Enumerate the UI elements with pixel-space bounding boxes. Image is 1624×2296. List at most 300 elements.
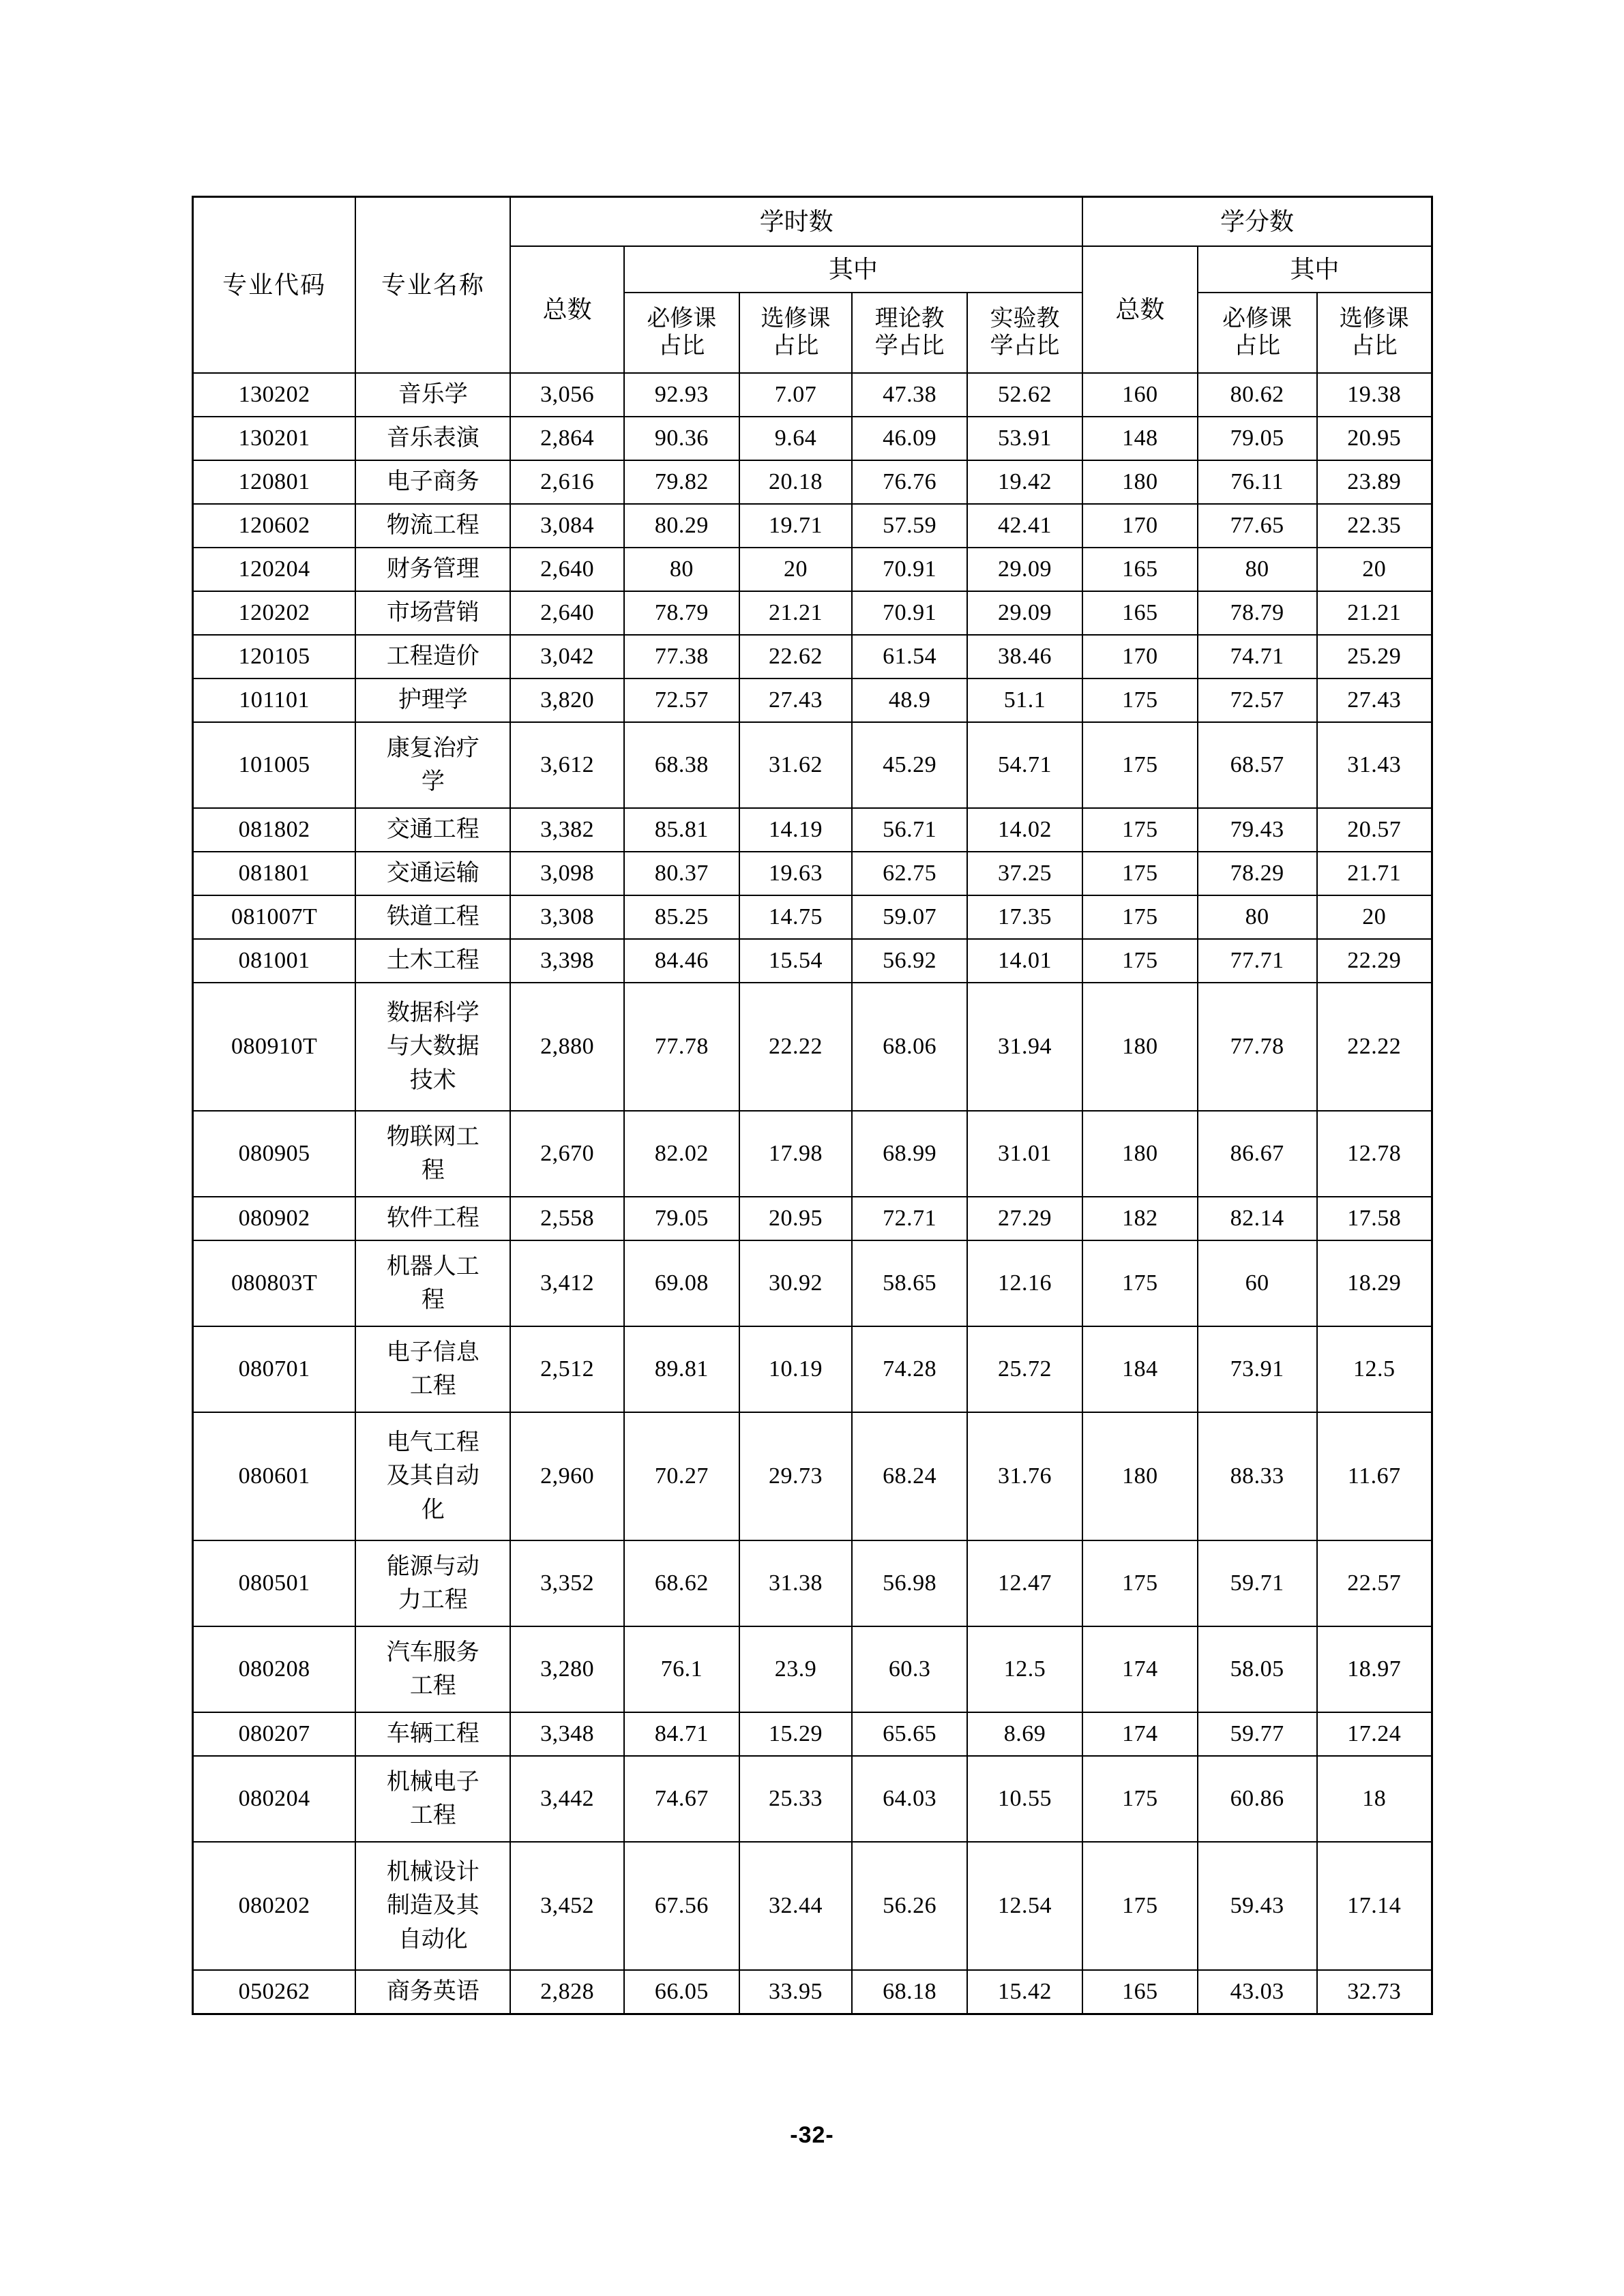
cell-hours-experiment-ratio: 52.62 <box>967 373 1082 417</box>
cell-hours-optional-ratio: 7.07 <box>739 373 852 417</box>
cell-hours-optional-ratio: 17.98 <box>739 1111 852 1197</box>
cell-major-code: 120105 <box>193 635 356 679</box>
cell-hours-total: 2,640 <box>510 548 624 591</box>
cell-credits-required-ratio: 72.57 <box>1198 679 1317 722</box>
table-row <box>193 1842 1432 1970</box>
cell-credits-required-ratio: 59.71 <box>1198 1540 1317 1626</box>
header-row-groups <box>193 197 1432 247</box>
cell-credits-total: 182 <box>1082 1197 1198 1240</box>
cell-major-code: 080701 <box>193 1326 356 1412</box>
cell-major-name: 能源与动 力工程 <box>355 1540 510 1626</box>
cell-major-name: 市场营销 <box>355 591 510 635</box>
cell-credits-required-ratio: 58.05 <box>1198 1626 1317 1712</box>
cell-credits-optional-ratio: 12.78 <box>1317 1111 1432 1197</box>
cell-credits-total: 180 <box>1082 460 1198 504</box>
cell-hours-required-ratio: 66.05 <box>624 1970 739 2014</box>
cell-hours-required-ratio: 85.25 <box>624 895 739 939</box>
cell-major-code: 081802 <box>193 808 356 852</box>
cell-hours-optional-ratio: 29.73 <box>739 1412 852 1540</box>
header-hours-optional-ratio <box>739 293 852 373</box>
cell-hours-required-ratio: 79.82 <box>624 460 739 504</box>
cell-hours-optional-ratio: 20.18 <box>739 460 852 504</box>
cell-hours-required-ratio: 78.79 <box>624 591 739 635</box>
cell-hours-total: 3,612 <box>510 722 624 808</box>
cell-hours-theory-ratio: 70.91 <box>852 591 967 635</box>
cell-credits-optional-ratio: 18 <box>1317 1756 1432 1842</box>
cell-credits-optional-ratio: 21.71 <box>1317 852 1432 895</box>
cell-hours-optional-ratio: 23.9 <box>739 1626 852 1712</box>
cell-credits-total: 148 <box>1082 417 1198 460</box>
cell-hours-total: 3,398 <box>510 939 624 983</box>
cell-hours-optional-ratio: 19.63 <box>739 852 852 895</box>
cell-major-name: 物流工程 <box>355 504 510 548</box>
cell-credits-required-ratio: 88.33 <box>1198 1412 1317 1540</box>
cell-hours-experiment-ratio: 29.09 <box>967 548 1082 591</box>
cell-hours-theory-ratio: 60.3 <box>852 1626 967 1712</box>
cell-hours-theory-ratio: 46.09 <box>852 417 967 460</box>
header-major-code: 专业代码 <box>193 197 356 374</box>
cell-hours-total: 2,616 <box>510 460 624 504</box>
cell-hours-required-ratio: 68.38 <box>624 722 739 808</box>
cell-credits-required-ratio: 78.79 <box>1198 591 1317 635</box>
cell-credits-optional-ratio: 25.29 <box>1317 635 1432 679</box>
cell-credits-optional-ratio: 22.22 <box>1317 983 1432 1111</box>
cell-major-name: 铁道工程 <box>355 895 510 939</box>
cell-hours-experiment-ratio: 37.25 <box>967 852 1082 895</box>
cell-credits-total: 160 <box>1082 373 1198 417</box>
cell-credits-total: 174 <box>1082 1712 1198 1756</box>
cell-major-name: 软件工程 <box>355 1197 510 1240</box>
cell-hours-total: 2,640 <box>510 591 624 635</box>
cell-major-name: 数据科学 与大数据 技术 <box>355 983 510 1111</box>
cell-hours-total: 2,670 <box>510 1111 624 1197</box>
cell-hours-optional-ratio: 30.92 <box>739 1240 852 1326</box>
cell-credits-total: 180 <box>1082 1412 1198 1540</box>
table-row <box>193 635 1432 679</box>
cell-credits-optional-ratio: 19.38 <box>1317 373 1432 417</box>
table-row <box>193 939 1432 983</box>
header-hours-required-line1: 必修课 <box>647 305 717 331</box>
table-row <box>193 679 1432 722</box>
cell-hours-optional-ratio: 20 <box>739 548 852 591</box>
cell-major-code: 101101 <box>193 679 356 722</box>
cell-hours-required-ratio: 67.56 <box>624 1842 739 1970</box>
cell-hours-total: 3,056 <box>510 373 624 417</box>
cell-hours-total: 3,452 <box>510 1842 624 1970</box>
cell-credits-total: 174 <box>1082 1626 1198 1712</box>
cell-credits-optional-ratio: 20 <box>1317 895 1432 939</box>
cell-hours-theory-ratio: 68.06 <box>852 983 967 1111</box>
header-hours-theory-line2: 学占比 <box>874 333 945 359</box>
cell-hours-required-ratio: 80 <box>624 548 739 591</box>
cell-major-name: 电子信息 工程 <box>355 1326 510 1412</box>
cell-hours-required-ratio: 80.29 <box>624 504 739 548</box>
cell-hours-total: 3,352 <box>510 1540 624 1626</box>
major-hours-credits-table <box>192 196 1433 2015</box>
cell-hours-theory-ratio: 64.03 <box>852 1756 967 1842</box>
cell-major-name: 财务管理 <box>355 548 510 591</box>
cell-major-code: 130202 <box>193 373 356 417</box>
cell-hours-optional-ratio: 25.33 <box>739 1756 852 1842</box>
cell-hours-required-ratio: 70.27 <box>624 1412 739 1540</box>
cell-hours-required-ratio: 90.36 <box>624 417 739 460</box>
cell-hours-optional-ratio: 10.19 <box>739 1326 852 1412</box>
cell-credits-optional-ratio: 20 <box>1317 548 1432 591</box>
cell-hours-experiment-ratio: 8.69 <box>967 1712 1082 1756</box>
table-row <box>193 1712 1432 1756</box>
cell-hours-theory-ratio: 59.07 <box>852 895 967 939</box>
cell-credits-required-ratio: 77.65 <box>1198 504 1317 548</box>
cell-hours-theory-ratio: 68.99 <box>852 1111 967 1197</box>
header-major-name: 专业名称 <box>355 197 510 374</box>
table-header <box>193 197 1432 374</box>
cell-hours-theory-ratio: 68.18 <box>852 1970 967 2014</box>
cell-major-code: 130201 <box>193 417 356 460</box>
cell-credits-optional-ratio: 32.73 <box>1317 1970 1432 2014</box>
cell-hours-theory-ratio: 56.92 <box>852 939 967 983</box>
cell-hours-experiment-ratio: 42.41 <box>967 504 1082 548</box>
cell-credits-required-ratio: 79.05 <box>1198 417 1317 460</box>
cell-hours-theory-ratio: 56.98 <box>852 1540 967 1626</box>
cell-hours-experiment-ratio: 31.76 <box>967 1412 1082 1540</box>
cell-major-code: 080204 <box>193 1756 356 1842</box>
cell-hours-total: 3,412 <box>510 1240 624 1326</box>
cell-credits-total: 165 <box>1082 1970 1198 2014</box>
cell-hours-total: 3,442 <box>510 1756 624 1842</box>
cell-hours-required-ratio: 85.81 <box>624 808 739 852</box>
table-row <box>193 852 1432 895</box>
cell-hours-total: 2,558 <box>510 1197 624 1240</box>
cell-major-code: 080208 <box>193 1626 356 1712</box>
cell-credits-required-ratio: 79.43 <box>1198 808 1317 852</box>
table-row <box>193 373 1432 417</box>
cell-major-name: 商务英语 <box>355 1970 510 2014</box>
cell-credits-optional-ratio: 17.58 <box>1317 1197 1432 1240</box>
cell-hours-experiment-ratio: 51.1 <box>967 679 1082 722</box>
cell-hours-theory-ratio: 61.54 <box>852 635 967 679</box>
cell-major-code: 120202 <box>193 591 356 635</box>
header-hours-experiment-ratio <box>967 293 1082 373</box>
cell-hours-total: 3,280 <box>510 1626 624 1712</box>
cell-major-code: 080202 <box>193 1842 356 1970</box>
cell-credits-required-ratio: 77.78 <box>1198 983 1317 1111</box>
cell-credits-required-ratio: 77.71 <box>1198 939 1317 983</box>
header-group-credits: 学分数 <box>1082 197 1432 247</box>
cell-major-name: 音乐表演 <box>355 417 510 460</box>
cell-major-name: 机械设计 制造及其 自动化 <box>355 1842 510 1970</box>
cell-hours-theory-ratio: 74.28 <box>852 1326 967 1412</box>
cell-hours-required-ratio: 77.78 <box>624 983 739 1111</box>
cell-hours-experiment-ratio: 53.91 <box>967 417 1082 460</box>
table-row <box>193 460 1432 504</box>
cell-hours-required-ratio: 82.02 <box>624 1111 739 1197</box>
table-row <box>193 1970 1432 2014</box>
cell-credits-required-ratio: 82.14 <box>1198 1197 1317 1240</box>
cell-hours-total: 3,308 <box>510 895 624 939</box>
cell-credits-total: 175 <box>1082 1842 1198 1970</box>
cell-hours-experiment-ratio: 54.71 <box>967 722 1082 808</box>
cell-hours-optional-ratio: 20.95 <box>739 1197 852 1240</box>
table-row <box>193 548 1432 591</box>
cell-credits-required-ratio: 80 <box>1198 548 1317 591</box>
cell-hours-required-ratio: 79.05 <box>624 1197 739 1240</box>
header-hours-total: 总数 <box>510 246 624 373</box>
cell-credits-required-ratio: 86.67 <box>1198 1111 1317 1197</box>
cell-hours-total: 2,828 <box>510 1970 624 2014</box>
cell-major-code: 080501 <box>193 1540 356 1626</box>
cell-hours-optional-ratio: 22.62 <box>739 635 852 679</box>
statistics-table-container <box>192 196 1433 2015</box>
cell-credits-total: 175 <box>1082 808 1198 852</box>
header-credits-required-line1: 必修课 <box>1222 305 1293 331</box>
table-row <box>193 1756 1432 1842</box>
header-credits-optional-ratio <box>1317 293 1432 373</box>
cell-major-code: 120204 <box>193 548 356 591</box>
cell-credits-total: 175 <box>1082 679 1198 722</box>
cell-hours-total: 2,864 <box>510 417 624 460</box>
cell-hours-theory-ratio: 72.71 <box>852 1197 967 1240</box>
cell-major-name: 电气工程 及其自动 化 <box>355 1412 510 1540</box>
cell-credits-optional-ratio: 21.21 <box>1317 591 1432 635</box>
cell-hours-optional-ratio: 31.62 <box>739 722 852 808</box>
header-hours-theory-line1: 理论教 <box>874 305 945 331</box>
cell-major-code: 120602 <box>193 504 356 548</box>
cell-hours-total: 2,880 <box>510 983 624 1111</box>
cell-major-code: 081001 <box>193 939 356 983</box>
cell-hours-experiment-ratio: 27.29 <box>967 1197 1082 1240</box>
cell-hours-experiment-ratio: 12.5 <box>967 1626 1082 1712</box>
cell-major-name: 康复治疗 学 <box>355 722 510 808</box>
cell-credits-optional-ratio: 20.95 <box>1317 417 1432 460</box>
cell-hours-total: 2,960 <box>510 1412 624 1540</box>
cell-hours-experiment-ratio: 12.47 <box>967 1540 1082 1626</box>
header-hours-experiment-line2: 学占比 <box>990 333 1060 359</box>
cell-credits-total: 175 <box>1082 1240 1198 1326</box>
cell-hours-theory-ratio: 58.65 <box>852 1240 967 1326</box>
cell-hours-required-ratio: 69.08 <box>624 1240 739 1326</box>
header-group-class-hours: 学时数 <box>510 197 1082 247</box>
cell-hours-required-ratio: 84.46 <box>624 939 739 983</box>
table-row <box>193 808 1432 852</box>
cell-major-name: 土木工程 <box>355 939 510 983</box>
cell-credits-required-ratio: 60 <box>1198 1240 1317 1326</box>
table-row <box>193 1540 1432 1626</box>
cell-hours-required-ratio: 84.71 <box>624 1712 739 1756</box>
page-number: -32- <box>790 2122 834 2148</box>
cell-hours-experiment-ratio: 12.16 <box>967 1240 1082 1326</box>
cell-hours-total: 3,084 <box>510 504 624 548</box>
cell-credits-total: 165 <box>1082 548 1198 591</box>
cell-hours-required-ratio: 74.67 <box>624 1756 739 1842</box>
cell-credits-optional-ratio: 18.29 <box>1317 1240 1432 1326</box>
cell-credits-optional-ratio: 17.24 <box>1317 1712 1432 1756</box>
cell-major-code: 080207 <box>193 1712 356 1756</box>
cell-hours-theory-ratio: 70.91 <box>852 548 967 591</box>
cell-credits-total: 175 <box>1082 895 1198 939</box>
cell-credits-optional-ratio: 27.43 <box>1317 679 1432 722</box>
cell-hours-theory-ratio: 56.26 <box>852 1842 967 1970</box>
cell-major-name: 汽车服务 工程 <box>355 1626 510 1712</box>
cell-credits-total: 175 <box>1082 1540 1198 1626</box>
cell-major-name: 工程造价 <box>355 635 510 679</box>
cell-major-name: 音乐学 <box>355 373 510 417</box>
cell-credits-total: 175 <box>1082 722 1198 808</box>
cell-hours-theory-ratio: 57.59 <box>852 504 967 548</box>
cell-hours-optional-ratio: 19.71 <box>739 504 852 548</box>
cell-hours-theory-ratio: 56.71 <box>852 808 967 852</box>
cell-hours-total: 3,042 <box>510 635 624 679</box>
cell-hours-experiment-ratio: 14.01 <box>967 939 1082 983</box>
cell-hours-experiment-ratio: 15.42 <box>967 1970 1082 2014</box>
cell-credits-optional-ratio: 18.97 <box>1317 1626 1432 1712</box>
cell-major-code: 080910T <box>193 983 356 1111</box>
table-row <box>193 1240 1432 1326</box>
cell-credits-optional-ratio: 31.43 <box>1317 722 1432 808</box>
cell-hours-theory-ratio: 47.38 <box>852 373 967 417</box>
cell-credits-total: 184 <box>1082 1326 1198 1412</box>
header-hours-optional-line1: 选修课 <box>761 305 831 331</box>
cell-credits-required-ratio: 43.03 <box>1198 1970 1317 2014</box>
cell-hours-experiment-ratio: 12.54 <box>967 1842 1082 1970</box>
cell-credits-total: 180 <box>1082 983 1198 1111</box>
cell-credits-required-ratio: 80 <box>1198 895 1317 939</box>
cell-major-code: 080803T <box>193 1240 356 1326</box>
cell-hours-optional-ratio: 31.38 <box>739 1540 852 1626</box>
table-row <box>193 722 1432 808</box>
table-row <box>193 895 1432 939</box>
cell-credits-optional-ratio: 12.5 <box>1317 1326 1432 1412</box>
cell-hours-optional-ratio: 9.64 <box>739 417 852 460</box>
cell-credits-optional-ratio: 22.29 <box>1317 939 1432 983</box>
cell-credits-total: 180 <box>1082 1111 1198 1197</box>
cell-major-code: 050262 <box>193 1970 356 2014</box>
cell-major-name: 交通运输 <box>355 852 510 895</box>
cell-credits-total: 165 <box>1082 591 1198 635</box>
cell-major-name: 车辆工程 <box>355 1712 510 1756</box>
cell-hours-optional-ratio: 14.19 <box>739 808 852 852</box>
cell-hours-experiment-ratio: 14.02 <box>967 808 1082 852</box>
cell-hours-optional-ratio: 15.54 <box>739 939 852 983</box>
table-row <box>193 1111 1432 1197</box>
table-row <box>193 504 1432 548</box>
cell-hours-theory-ratio: 45.29 <box>852 722 967 808</box>
header-credits-required-line2: 占比 <box>1234 333 1281 359</box>
cell-hours-optional-ratio: 15.29 <box>739 1712 852 1756</box>
cell-hours-experiment-ratio: 31.94 <box>967 983 1082 1111</box>
table-row <box>193 417 1432 460</box>
cell-credits-optional-ratio: 22.35 <box>1317 504 1432 548</box>
cell-credits-required-ratio: 76.11 <box>1198 460 1317 504</box>
cell-major-name: 物联网工 程 <box>355 1111 510 1197</box>
cell-credits-required-ratio: 80.62 <box>1198 373 1317 417</box>
cell-hours-total: 3,098 <box>510 852 624 895</box>
cell-hours-optional-ratio: 21.21 <box>739 591 852 635</box>
cell-hours-experiment-ratio: 10.55 <box>967 1756 1082 1842</box>
cell-credits-required-ratio: 68.57 <box>1198 722 1317 808</box>
header-hours-required-ratio <box>624 293 739 373</box>
cell-major-code: 080905 <box>193 1111 356 1197</box>
header-hours-theory-ratio <box>852 293 967 373</box>
cell-major-name: 机器人工 程 <box>355 1240 510 1326</box>
header-credits-total: 总数 <box>1082 246 1198 373</box>
header-hours-required-line2: 占比 <box>658 333 705 359</box>
table-row <box>193 591 1432 635</box>
cell-major-code: 120801 <box>193 460 356 504</box>
cell-major-name: 护理学 <box>355 679 510 722</box>
cell-hours-required-ratio: 68.62 <box>624 1540 739 1626</box>
cell-credits-required-ratio: 59.43 <box>1198 1842 1317 1970</box>
cell-hours-experiment-ratio: 17.35 <box>967 895 1082 939</box>
cell-credits-required-ratio: 60.86 <box>1198 1756 1317 1842</box>
header-credits-optional-line2: 占比 <box>1350 333 1398 359</box>
cell-hours-theory-ratio: 76.76 <box>852 460 967 504</box>
cell-major-code: 081801 <box>193 852 356 895</box>
table-row <box>193 1412 1432 1540</box>
cell-hours-total: 3,382 <box>510 808 624 852</box>
table-row <box>193 983 1432 1111</box>
cell-credits-optional-ratio: 22.57 <box>1317 1540 1432 1626</box>
cell-hours-required-ratio: 92.93 <box>624 373 739 417</box>
header-hours-experiment-line1: 实验教 <box>990 305 1060 331</box>
cell-major-name: 电子商务 <box>355 460 510 504</box>
cell-major-code: 080902 <box>193 1197 356 1240</box>
header-hours-among-which: 其中 <box>624 246 1082 293</box>
cell-major-code: 101005 <box>193 722 356 808</box>
cell-credits-total: 175 <box>1082 1756 1198 1842</box>
cell-hours-required-ratio: 72.57 <box>624 679 739 722</box>
cell-hours-optional-ratio: 14.75 <box>739 895 852 939</box>
table-row <box>193 1326 1432 1412</box>
cell-credits-optional-ratio: 11.67 <box>1317 1412 1432 1540</box>
cell-hours-optional-ratio: 27.43 <box>739 679 852 722</box>
cell-major-code: 080601 <box>193 1412 356 1540</box>
cell-credits-required-ratio: 74.71 <box>1198 635 1317 679</box>
cell-credits-required-ratio: 78.29 <box>1198 852 1317 895</box>
cell-hours-theory-ratio: 48.9 <box>852 679 967 722</box>
cell-credits-optional-ratio: 20.57 <box>1317 808 1432 852</box>
cell-hours-theory-ratio: 62.75 <box>852 852 967 895</box>
header-credits-among-which: 其中 <box>1198 246 1432 293</box>
cell-hours-optional-ratio: 22.22 <box>739 983 852 1111</box>
cell-hours-optional-ratio: 33.95 <box>739 1970 852 2014</box>
cell-hours-experiment-ratio: 29.09 <box>967 591 1082 635</box>
cell-credits-required-ratio: 73.91 <box>1198 1326 1317 1412</box>
cell-credits-total: 170 <box>1082 635 1198 679</box>
header-credits-required-ratio <box>1198 293 1317 373</box>
cell-credits-optional-ratio: 23.89 <box>1317 460 1432 504</box>
header-credits-optional-line1: 选修课 <box>1339 305 1409 331</box>
cell-hours-experiment-ratio: 25.72 <box>967 1326 1082 1412</box>
cell-hours-theory-ratio: 65.65 <box>852 1712 967 1756</box>
cell-hours-required-ratio: 76.1 <box>624 1626 739 1712</box>
cell-hours-required-ratio: 89.81 <box>624 1326 739 1412</box>
cell-hours-total: 3,820 <box>510 679 624 722</box>
cell-major-code: 081007T <box>193 895 356 939</box>
cell-major-name: 机械电子 工程 <box>355 1756 510 1842</box>
cell-hours-theory-ratio: 68.24 <box>852 1412 967 1540</box>
cell-hours-required-ratio: 80.37 <box>624 852 739 895</box>
cell-hours-experiment-ratio: 38.46 <box>967 635 1082 679</box>
table-row <box>193 1626 1432 1712</box>
cell-credits-total: 170 <box>1082 504 1198 548</box>
header-hours-optional-line2: 占比 <box>772 333 819 359</box>
cell-major-name: 交通工程 <box>355 808 510 852</box>
table-row <box>193 1197 1432 1240</box>
cell-hours-optional-ratio: 32.44 <box>739 1842 852 1970</box>
cell-credits-required-ratio: 59.77 <box>1198 1712 1317 1756</box>
cell-credits-total: 175 <box>1082 852 1198 895</box>
cell-hours-total: 3,348 <box>510 1712 624 1756</box>
